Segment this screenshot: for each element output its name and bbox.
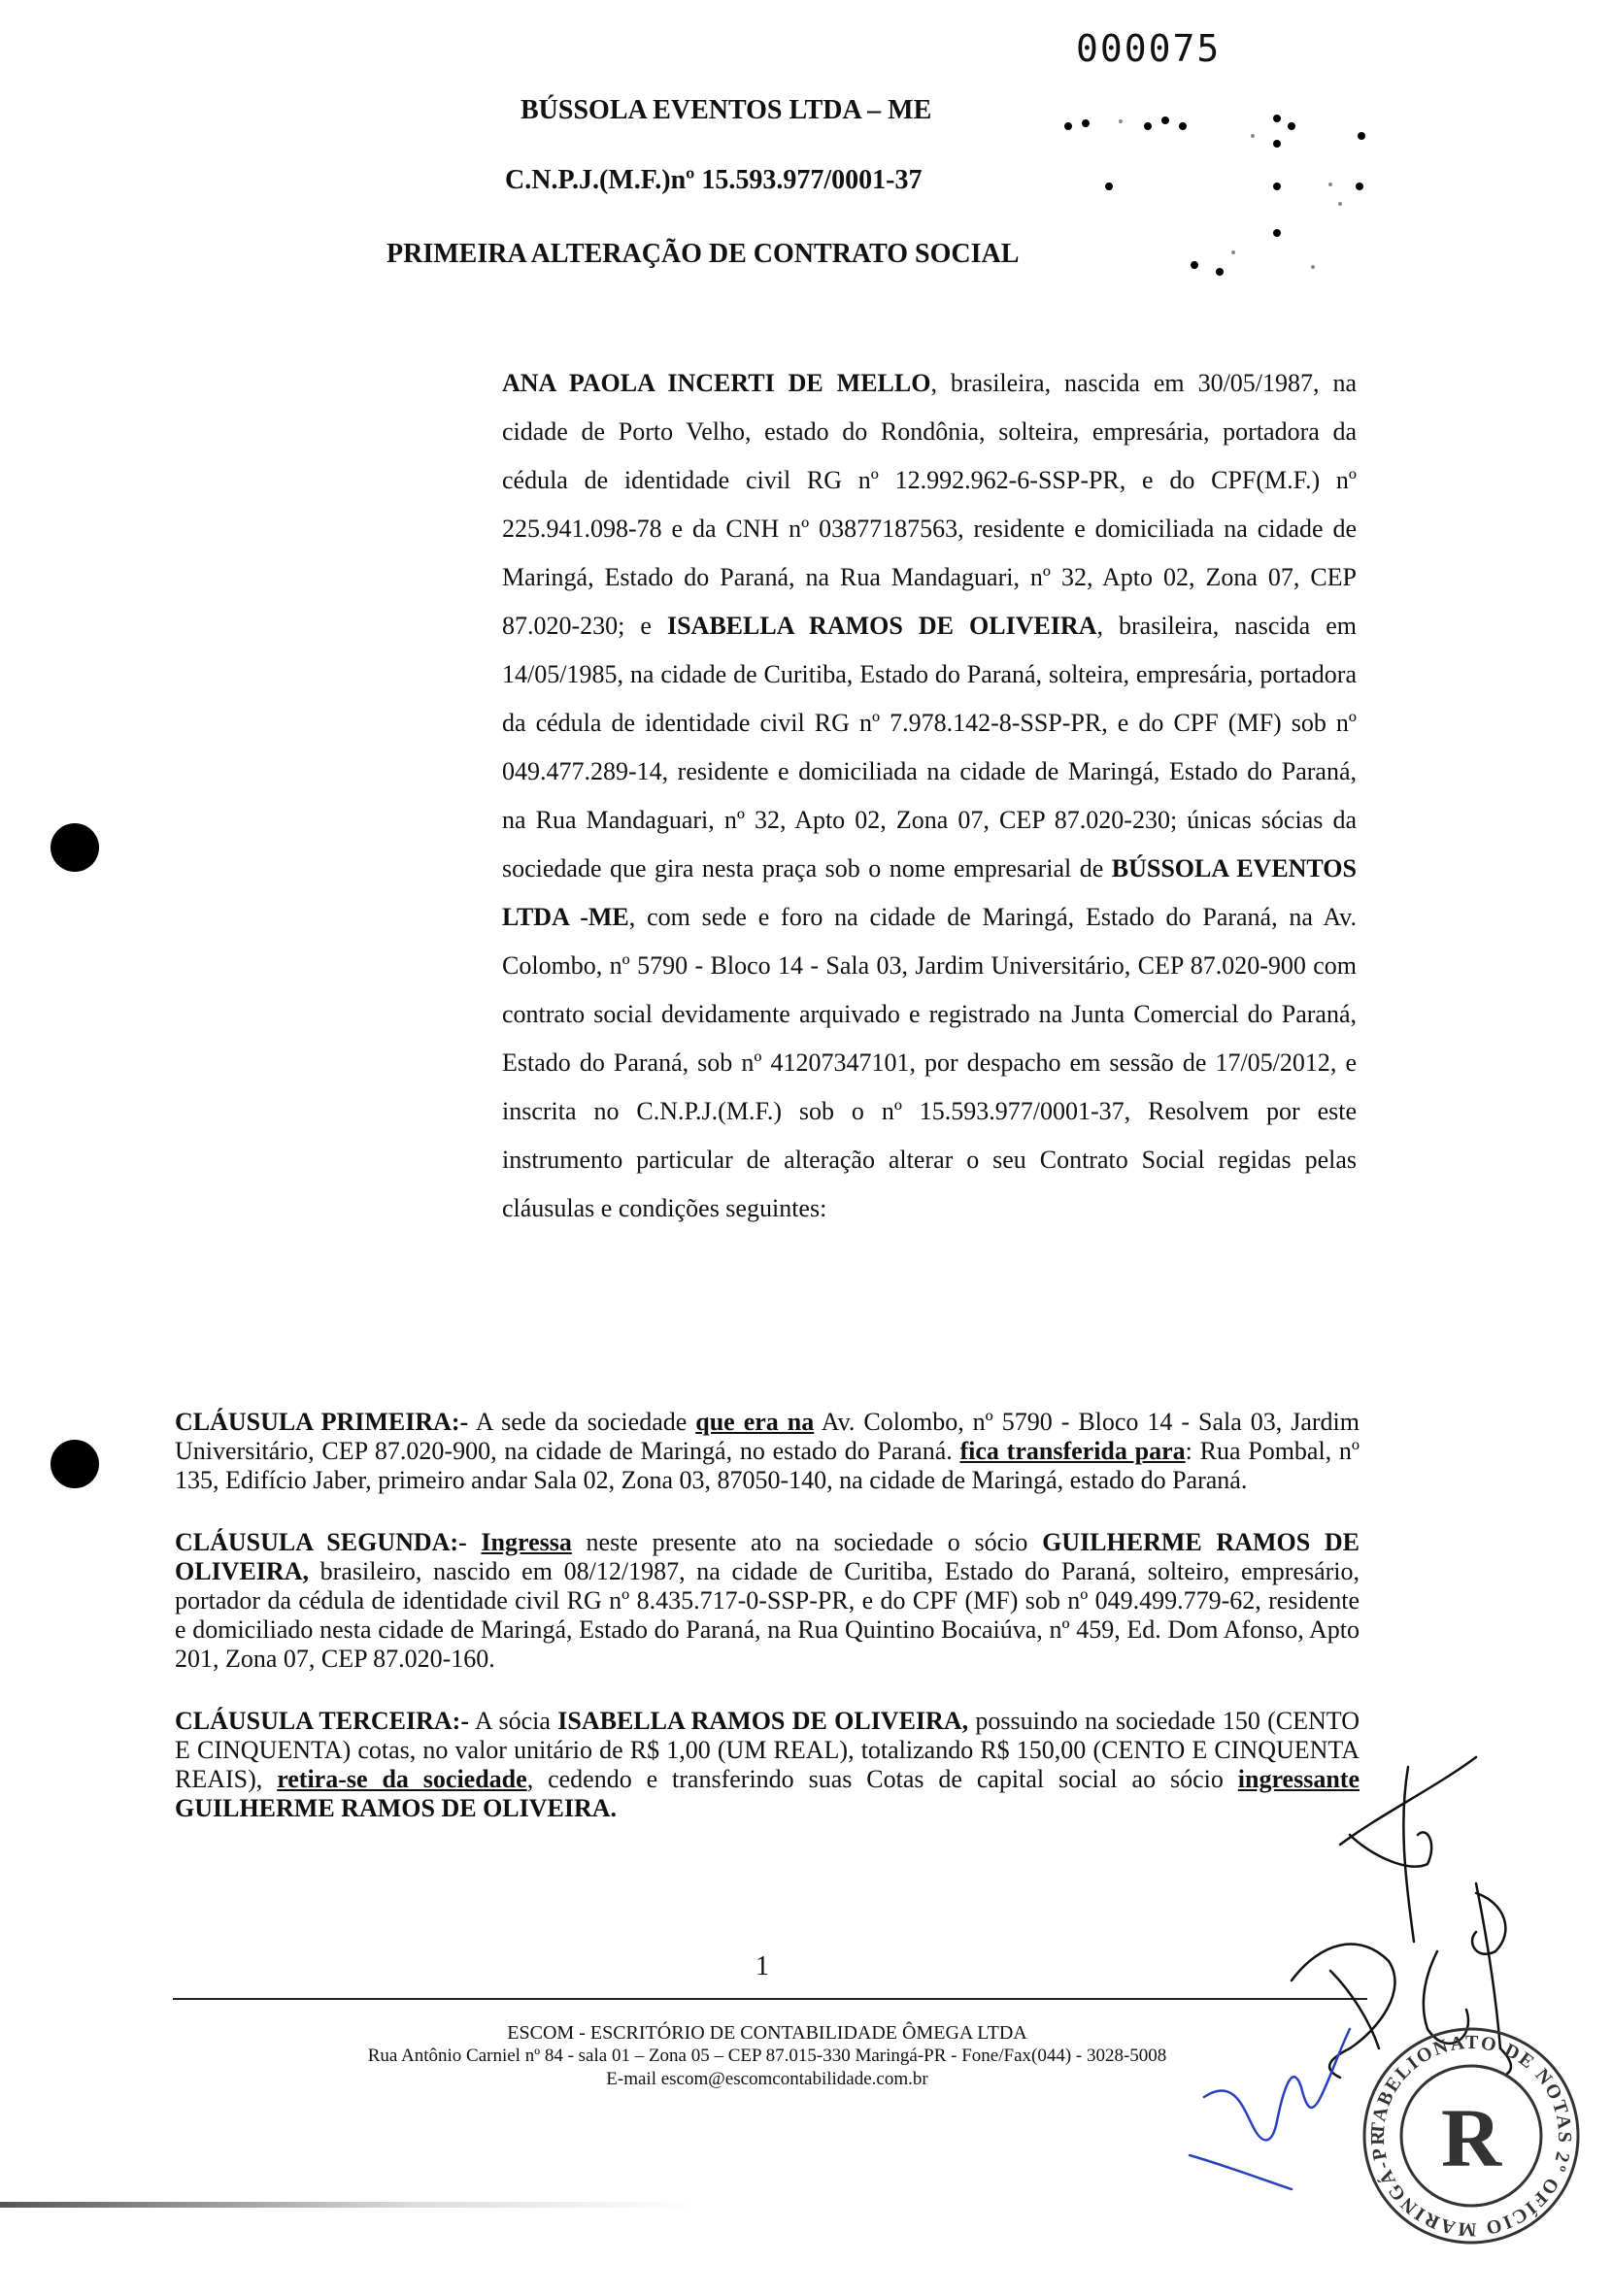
document-title: PRIMEIRA ALTERAÇÃO DE CONTRATO SOCIAL — [386, 239, 1020, 269]
notary-stamp-monogram: R — [1441, 2091, 1502, 2184]
company-name-heading: BÚSSOLA EVENTOS LTDA – ME — [521, 95, 932, 125]
clause-text: possuindo na sociedade 150 (CENTO E CINQUENTA) cotas, no valor unitário de R$ 1,00 (UM REAL), totalizando R$ 150,00 (CENTO E CINQUENTA REAIS), — [175, 1707, 1360, 1793]
punch-hole — [50, 823, 99, 872]
cnpj-heading: C.N.P.J.(M.F.)nº 15.593.977/0001-37 — [505, 165, 923, 195]
incoming-partner-name: GUILHERME RAMOS DE OLIVEIRA. — [175, 1794, 618, 1822]
clause-underlined: retira-se da sociedade — [277, 1765, 527, 1793]
clause-text: : Rua Pombal, nº 135, Edifício Jaber, primeiro andar Sala 02, Zona 03, 87050-140, na cidade de Maringá, estado do Paraná. — [175, 1437, 1360, 1494]
footer-email: E-mail escom@escomcontabilidade.com.br — [606, 2069, 928, 2089]
clause-text: A sede da sociedade — [468, 1408, 696, 1436]
clause-underlined: ingressante — [1237, 1765, 1360, 1793]
intro-text-3: , com sede e foro na cidade de Maringá, Estado do Paraná, na Av. Colombo, nº 5790 - Bloco 14 - Sala 03, Jardim Universitário, CEP 87.020-900 com contrato social devidamente arquivado e registrado na Junta Comercial do Paraná, Estado do Paraná, sob nº 41207347101, por despacho em sessão de 17/05/2012, e inscrita no C.N.P.J.(M.F.) sob o nº 15.593.977/0001-37, Resolvem por este instrumento particular de alteração alterar o seu Contrato Social regidas pelas cláusulas e condições seguintes: — [502, 903, 1357, 1222]
new-partner-name: GUILHERME RAMOS DE OLIVEIRA, — [175, 1528, 1360, 1585]
intro-text-2: , brasileira, nascida em 14/05/1985, na cidade de Curitiba, Estado do Paraná, solteira, empresária, portadora da cédula de identidade civil RG nº 7.978.142-8-SSP-PR, e do CPF (MF) sob nº 049.477.289-14, residente e domiciliada na cidade de Maringá, Estado do Paraná, na Rua Mandaguari, nº 32, Apto 02, Zona 07, CEP 87.020-230; únicas sócias da sociedade que gira nesta praça sob o nome empresarial de — [502, 612, 1358, 882]
parties-qualification-paragraph — [502, 359, 1357, 1233]
clause-text: , cedendo e transferindo suas Cotas de capital social ao sócio — [526, 1765, 1238, 1793]
clause-underlined: fica transferida para — [959, 1437, 1186, 1465]
embossed-seal-dots — [1058, 97, 1398, 291]
clause-label: CLÁUSULA SEGUNDA:- — [175, 1528, 467, 1556]
partner-name-ana: ANA PAOLA INCERTI DE MELLO — [502, 369, 931, 397]
clause-second — [175, 1528, 1360, 1674]
scan-edge-artifact — [0, 2202, 699, 2208]
clause-underlined: Ingressa — [481, 1528, 572, 1556]
clause-label: CLÁUSULA TERCEIRA:- — [175, 1707, 469, 1735]
clause-text: neste presente ato na sociedade o sócio — [571, 1528, 1043, 1556]
footer — [175, 2021, 1360, 2091]
intro-text-1: , brasileira, nascida em 30/05/1987, na cidade de Porto Velho, estado do Rondônia, solteira, empresária, portadora da cédula de identidade civil RG nº 12.992.962-6-SSP-PR, e do CPF(M.F.) nº 225.941.098-78 e da CNH nº 03877187563, residente e domiciliada na cidade de Maringá, Estado do Paraná, na Rua Mandaguari, nº 32, Apto 02, Zona 07, CEP 87.020-230; e — [502, 369, 1357, 640]
footer-company: ESCOM - ESCRITÓRIO DE CONTABILIDADE ÔMEGA LTDA — [507, 2022, 1027, 2044]
clause-label: CLÁUSULA PRIMEIRA:- — [175, 1408, 469, 1436]
clause-text: brasileiro, nascido em 08/12/1987, na cidade de Curitiba, Estado do Paraná, solteiro, empresário, portador da cédula de identidade civil RG nº 8.435.717-0-SSP-PR, e do CPF (MF) sob nº 049.499.779-62, residente e domiciliado nesta cidade de Maringá, Estado do Paraná, na Rua Quintino Bocaiúva, nº 459, Ed. Dom Afonso, Apto 201, Zona 07, CEP 87.020-160. — [175, 1557, 1360, 1673]
partner-name-isabella: ISABELLA RAMOS DE OLIVEIRA — [666, 612, 1097, 640]
clause-text: Av. Colombo, nº 5790 - Bloco 14 - Sala 03, Jardim Universitário, CEP 87.020-900, na cidade de Maringá, no estado do Paraná. — [175, 1408, 1360, 1465]
clause-text: A sócia — [469, 1707, 558, 1735]
registry-number: 000075 — [1076, 27, 1222, 70]
clauses-section — [175, 1408, 1360, 1856]
clause-text — [467, 1528, 482, 1556]
clause-first — [175, 1408, 1360, 1495]
company-name-inline: BÚSSOLA EVENTOS LTDA -ME — [502, 854, 1357, 931]
clause-underlined: que era na — [695, 1408, 815, 1436]
clause-third — [175, 1707, 1360, 1823]
notary-stamp-ring-text: TABELIONATO DE NOTAS 2º OFÍCIO MARINGÁ-PR — [1366, 2031, 1576, 2241]
page-number: 1 — [756, 1951, 769, 1981]
notary-stamp — [1360, 2024, 1583, 2247]
leaving-partner-name: ISABELLA RAMOS DE OLIVEIRA, — [557, 1707, 969, 1735]
footer-address: Rua Antônio Carniel nº 84 - sala 01 – Zona 05 – CEP 87.015-330 Maringá-PR - Fone/Fax(044) - 3028-5008 — [367, 2046, 1167, 2066]
punch-hole — [50, 1440, 99, 1488]
